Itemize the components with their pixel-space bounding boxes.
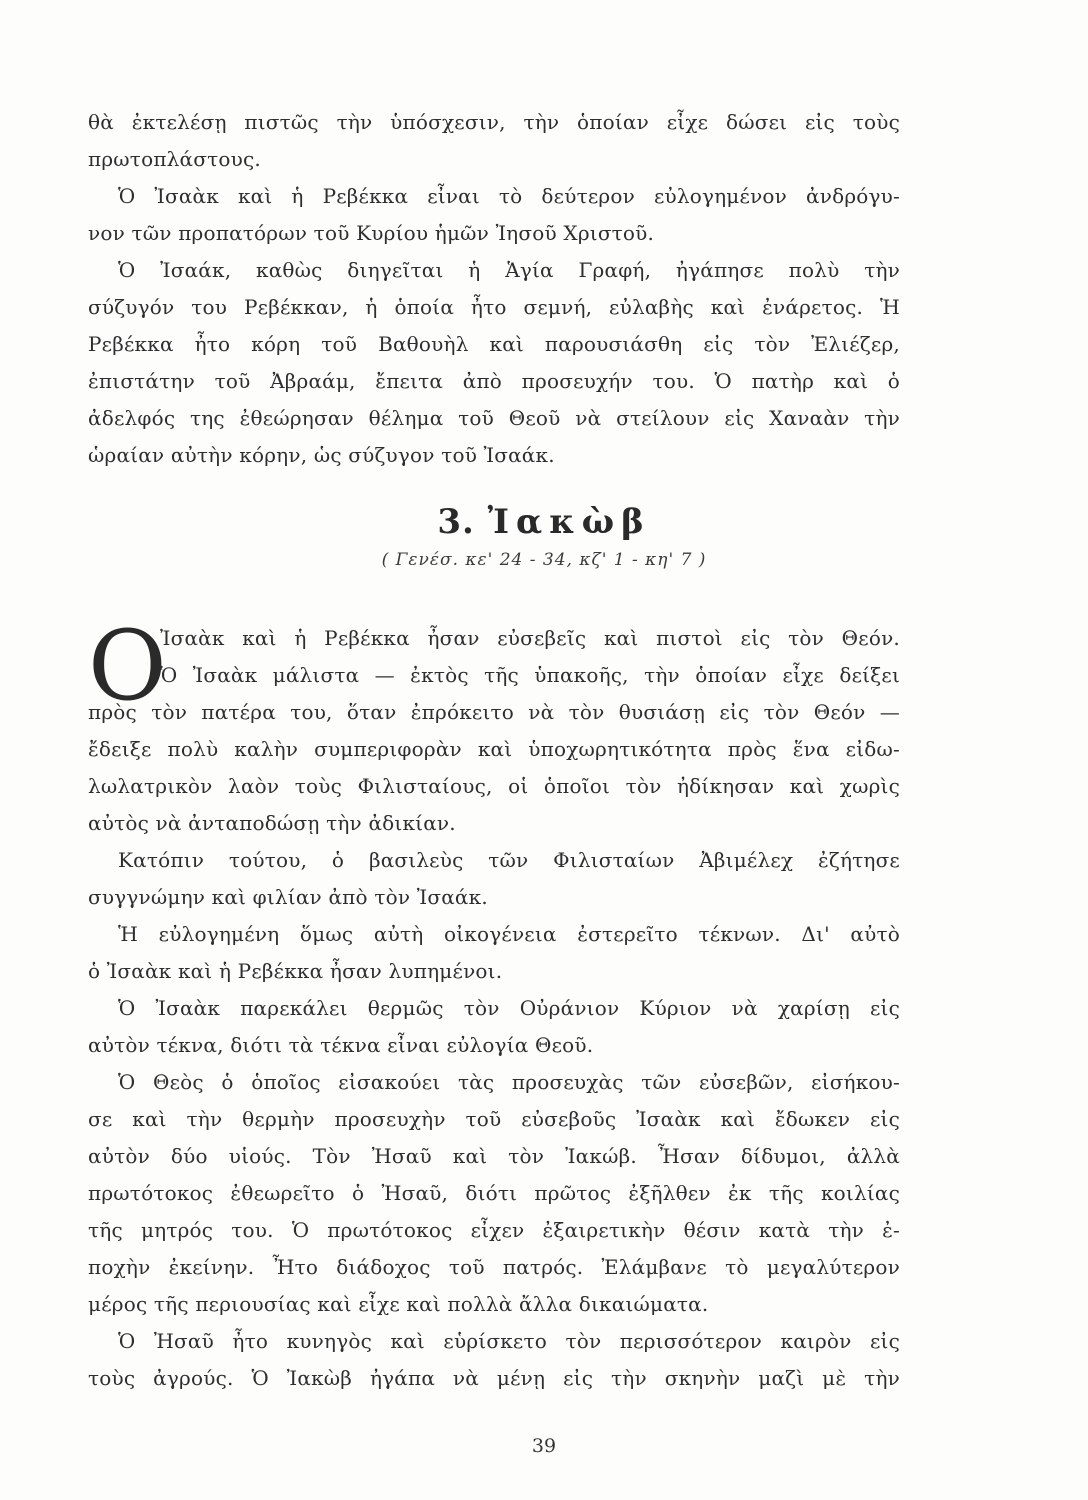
text-line: Ὁ Ἰσαὰκ καὶ ἡ Ρεβέκκα εἶναι τὸ δεύτερον εὐλογημένον ἀνδρόγυ- [118, 184, 900, 208]
section-reference: ( Γενέσ. κε' 24 - 34, κζ' 1 - κη' 7 ) [381, 550, 707, 570]
text-line: ἐπιστάτην τοῦ Ἀβραάμ, ἔπειτα ἀπὸ προσευχήν του. Ὁ πατὴρ καὶ ὁ [88, 369, 900, 393]
text-line: πρωτοπλάστους. [88, 147, 261, 171]
text-line: τῆς μητρός του. Ὁ πρωτότοκος εἶχεν ἐξαιρετικὴν θέσιν κατὰ τὴν ἐ- [88, 1218, 900, 1242]
text-line: νον τῶν προπατόρων τοῦ Κυρίου ἡμῶν Ἰησοῦ Χριστοῦ. [88, 221, 655, 245]
text-line: Ὁ Ἰσαάκ, καθὼς διηγεῖται ἡ Ἁγία Γραφή, ἠγάπησε πολὺ τὴν [118, 258, 900, 282]
text-line: συγγνώμην καὶ φιλίαν ἀπὸ τὸν Ἰσαάκ. [88, 885, 488, 909]
text-line: Ὁ Θεὸς ὁ ὁποῖος εἰσακούει τὰς προσευχὰς τῶν εὐσεβῶν, εἰσήκου- [118, 1070, 900, 1094]
text-line: σύζυγόν του Ρεβέκκαν, ἡ ὁποία ἦτο σεμνή, εὐλαβὴς καὶ ἐνάρετος. Ἡ [88, 295, 900, 319]
drop-cap: Ο [88, 610, 167, 722]
text-line: πρωτότοκος ἐθεωρεῖτο ὁ Ἠσαῦ, διότι πρῶτος ἐξῆλθεν ἐκ τῆς κοιλίας [88, 1181, 900, 1205]
text-line: Ὁ Ἠσαῦ ἦτο κυνηγὸς καὶ εὑρίσκετο τὸν περισσότερον καιρὸν εἰς [118, 1329, 900, 1353]
text-line: τοὺς ἀγρούς. Ὁ Ἰακὼβ ἠγάπα νὰ μένῃ εἰς τὴν σκηνὴν μαζὶ μὲ τὴν [88, 1366, 900, 1390]
section-number: 3. [437, 502, 475, 542]
text-line: Κατόπιν τούτου, ὁ βασιλεὺς τῶν Φιλισταίων Ἀβιμέλεχ ἐζήτησε [118, 848, 900, 872]
text-line: Ὁ Ἰσαὰκ παρεκάλει θερμῶς τὸν Οὐράνιον Κύριον νὰ χαρίσῃ εἰς [118, 996, 900, 1020]
text-line: Ἰσαὰκ καὶ ἡ Ρεβέκκα ἦσαν εὐσεβεῖς καὶ πιστοὶ εἰς τὸν Θεόν. [160, 626, 900, 650]
text-line: αὐτὸν δύο υἱούς. Τὸν Ἠσαῦ καὶ τὸν Ἰακώβ. Ἦσαν δίδυμοι, ἀλλὰ [88, 1144, 900, 1168]
page-number: 39 [531, 1435, 557, 1457]
text-line: αὐτὸν τέκνα, διότι τὰ τέκνα εἶναι εὐλογία Θεοῦ. [88, 1033, 594, 1057]
text-line: ὡραίαν αὐτὴν κόρην, ὡς σύζυγον τοῦ Ἰσαάκ. [88, 443, 555, 467]
text-line: πρὸς τὸν πατέρα του, ὅταν ἐπρόκειτο νὰ τὸν θυσιάσῃ εἰς τὸν Θεόν — [88, 700, 900, 724]
text-line: ἀδελφός της ἐθεώρησαν θέλημα τοῦ Θεοῦ νὰ στείλουν εἰς Χαναὰν τὴν [88, 406, 900, 430]
text-line: αὐτὸς νὰ ἀνταποδώσῃ τὴν ἀδικίαν. [88, 811, 456, 835]
text-line: λωλατρικὸν λαὸν τοὺς Φιλισταίους, οἱ ὁποῖοι τὸν ἠδίκησαν καὶ χωρὶς [88, 774, 900, 798]
text-line: Ἡ εὐλογημένη ὅμως αὐτὴ οἰκογένεια ἐστερεῖτο τέκνων. Δι' αὐτὸ [118, 922, 900, 946]
text-line: ἔδειξε πολὺ καλὴν συμπεριφορὰν καὶ ὑποχωρητικότητα πρὸς ἕνα εἰδω- [88, 737, 900, 761]
text-line: ὁ Ἰσαὰκ καὶ ἡ Ρεβέκκα ἦσαν λυπημένοι. [88, 959, 503, 983]
section-title [0, 502, 1088, 542]
text-line: ποχὴν ἐκείνην. Ἦτο διάδοχος τοῦ πατρός. Ἐλάμβανε τὸ μεγαλύτερον [88, 1255, 900, 1279]
section-name: Ἰακὼβ [487, 502, 651, 542]
text-line: Ρεβέκκα ἦτο κόρη τοῦ Βαθουὴλ καὶ παρουσιάσθη εἰς τὸν Ἐλιέζερ, [88, 332, 900, 356]
text-line: μέρος τῆς περιουσίας καὶ εἶχε καὶ πολλὰ ἄλλα δικαιώματα. [88, 1292, 709, 1316]
text-line: σε καὶ τὴν θερμὴν προσευχὴν τοῦ εὐσεβοῦς Ἰσαὰκ καὶ ἔδωκεν εἰς [88, 1107, 900, 1131]
text-line: θὰ ἐκτελέσῃ πιστῶς τὴν ὑπόσχεσιν, τὴν ὁποίαν εἶχε δώσει εἰς τοὺς [88, 110, 900, 134]
text-line: Ὁ Ἰσαὰκ μάλιστα — ἐκτὸς τῆς ὑπακοῆς, τὴν ὁποίαν εἶχε δείξει [160, 663, 900, 687]
